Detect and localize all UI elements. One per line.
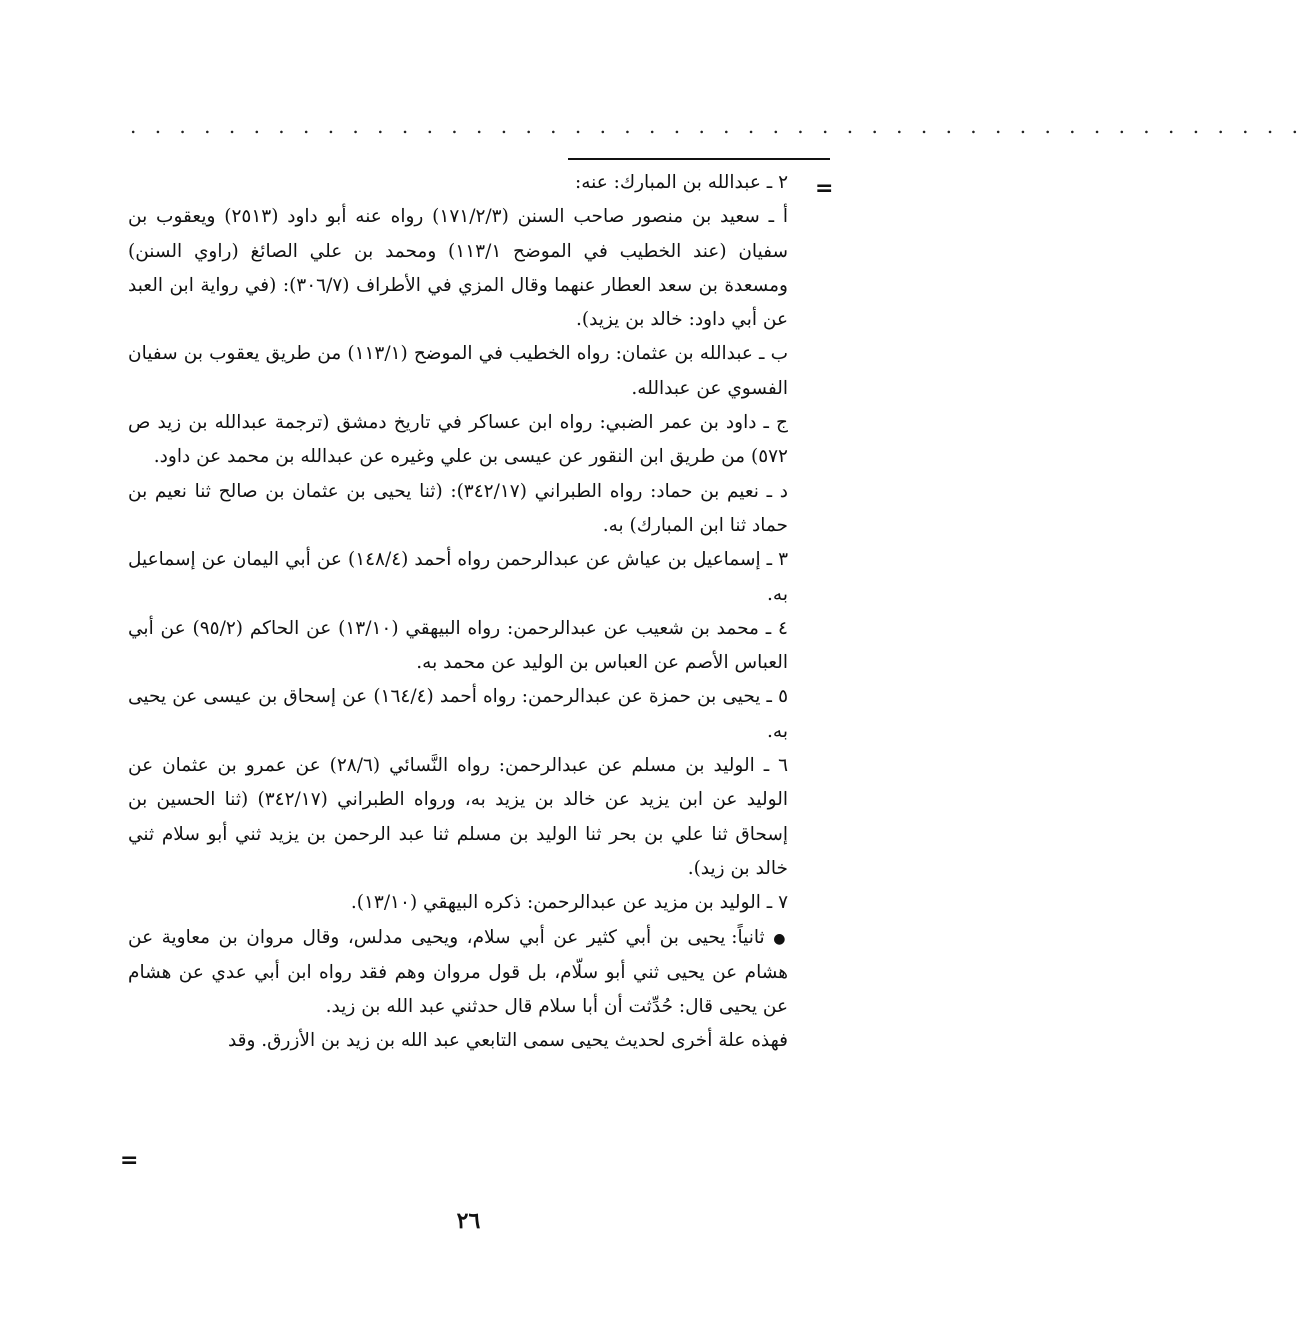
paragraph-item-2a: أ ـ سعيد بن منصور صاحب السنن (١٧١/٢/٣) رواه عنه أبو داود (٢٥١٣) ويعقوب بن سفيان (عند الخطيب في الموضح ١١٣/١) ومحمد بن علي الصائغ (راوي السنن) ومسعدة بن سعد العطار عنهما وقال المزي في الأطراف (٣٠٦/٧): (في رواية ابن العبد عن أبي داود: خالد بن يزيد).: [128, 206, 789, 331]
paragraph-item-6: ٦ ـ الوليد بن مسلم عن عبدالرحمن: رواه النَّسائي (٢٨/٦) عن عمرو بن عثمان عن الوليد عن ابن يزيد عن خالد بن يزيد به، ورواه الطبراني (٣٤٢/١٧) (ثنا الحسين بن إسحاق ثنا علي بن بحر ثنا الوليد بن مسلم ثنا عبد الرحمن بن يزيد ثني أبو سلام ثني خالد بن زيد).: [128, 755, 789, 879]
footnote-body: [128, 166, 788, 1059]
header-dotted-separator: . . . . . . . . . . . . . . . . . . . . . . . . . . . . . . . . . . . . . . . . . . . . . . . .: [130, 114, 1304, 138]
paragraph-item-2c: ج ـ داود بن عمر الضبي: رواه ابن عساكر في تاريخ دمشق (ترجمة عبدالله بن زيد ص ٥٧٢) من طريق ابن النقور عن عيسى بن علي وغيره عن عبدالله بن محمد عن داود.: [128, 412, 788, 468]
continuation-mark-top: =: [815, 176, 834, 201]
paragraph-item-4: ٤ ـ محمد بن شعيب عن عبدالرحمن: رواه البيهقي (١٣/١٠) عن الحاكم (٩٥/٢) عن أبي العباس الأصم عن العباس بن الوليد عن محمد به.: [128, 617, 788, 674]
bullet-icon: ●: [773, 930, 788, 947]
footnote-rule: [568, 158, 830, 160]
paragraph-second-point: [128, 921, 788, 1025]
paragraph-item-7: ٧ ـ الوليد بن مزيد عن عبدالرحمن: ذكره البيهقي (١٣/١٠).: [350, 892, 788, 914]
page-number: ٢٦: [456, 1208, 481, 1234]
paragraph-item-2d: د ـ نعيم بن حماد: رواه الطبراني (٣٤٢/١٧): (ثنا يحيى بن عثمان بن صالح ثنا نعيم بن حماد ثنا ابن المبارك) به.: [128, 480, 788, 536]
paragraph-item-2b: ب ـ عبدالله بن عثمان: رواه الخطيب في الموضح (١١٣/١) من طريق يعقوب بن سفيان الفسوي عن عبدالله.: [128, 343, 788, 399]
paragraph-closing: فهذه علة أخرى لحديث يحيى سمى التابعي عبد الله بن زيد بن الأزرق. وقد: [227, 1030, 788, 1052]
continuation-mark-bottom: =: [120, 1148, 139, 1173]
paragraph-item-2: ٢ ـ عبدالله بن المبارك: عنه:: [574, 172, 788, 193]
paragraph-item-3: ٣ ـ إسماعيل بن عياش عن عبدالرحمن رواه أحمد (١٤٨/٤) عن أبي اليمان عن إسماعيل به.: [128, 549, 788, 605]
paragraph-second-point-text: ثانياً: يحيى بن أبي كثير عن أبي سلام، ويحيى مدلس، وقال مروان بن معاوية عن هشام عن يحيى ثني أبو سلّام، بل قول مروان وهم فقد رواه ابن أبي عدي عن هشام عن يحيى قال: حُدِّثت أن أبا سلام قال حدثني عبد الله بن زيد.: [128, 926, 788, 1018]
paragraph-item-5: ٥ ـ يحيى بن حمزة عن عبدالرحمن: رواه أحمد (١٦٤/٤) عن إسحاق بن عيسى عن يحيى به.: [128, 686, 788, 742]
